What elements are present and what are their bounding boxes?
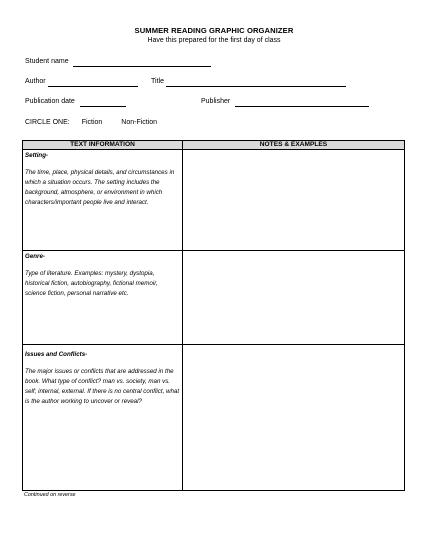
author-blank[interactable] xyxy=(48,78,138,87)
genre-title: Genre- xyxy=(25,253,45,260)
title-row xyxy=(151,77,346,87)
publisher-label: Publisher xyxy=(201,98,231,105)
student-name-row xyxy=(25,57,211,67)
nonfiction-option[interactable]: Non-Fiction xyxy=(121,119,158,126)
table-row xyxy=(23,150,405,251)
table-header-row xyxy=(23,141,405,150)
genre-notes-cell[interactable] xyxy=(183,251,405,345)
student-name-blank[interactable] xyxy=(73,58,211,67)
circle-one-label: CIRCLE ONE: xyxy=(25,119,70,126)
table-row xyxy=(23,251,405,345)
genre-description: Type of literature. Examples: mystery, dystopia, historical fiction, autobiography, fictional memoir, science fiction, personal narrative etc. xyxy=(25,270,158,297)
issues-notes-cell[interactable] xyxy=(183,345,405,491)
author-label: Author xyxy=(25,78,46,85)
genre-info-cell xyxy=(23,251,183,345)
publication-date-label: Publication date xyxy=(25,98,75,105)
column-header-notes-examples: NOTES & EXAMPLES xyxy=(183,141,405,150)
circle-one-row xyxy=(25,118,157,128)
fiction-option[interactable]: Fiction xyxy=(81,119,103,126)
publisher-row xyxy=(201,97,369,107)
issues-description: The major issues or conflicts that are addressed in the book. What type of conflict? man vs. society, man vs. self; internal, external. If there is no central conflict, what is the author working to uncover or reveal? xyxy=(25,368,180,405)
student-name-label: Student name xyxy=(25,58,69,65)
continued-note: Continued on reverse xyxy=(24,492,76,498)
worksheet-subtitle: Have this prepared for the first day of class xyxy=(147,37,281,44)
column-header-text-information: TEXT INFORMATION xyxy=(23,141,183,150)
author-row xyxy=(25,77,138,87)
worksheet-title: SUMMER READING GRAPHIC ORGANIZER xyxy=(134,26,294,35)
publication-date-blank[interactable] xyxy=(80,98,126,107)
setting-info-cell xyxy=(23,150,183,251)
worksheet-header xyxy=(0,26,428,46)
setting-notes-cell[interactable] xyxy=(183,150,405,251)
issues-info-cell xyxy=(23,345,183,491)
title-label: Title xyxy=(151,78,164,85)
setting-title: Setting- xyxy=(25,152,49,159)
setting-description: The time, place, physical details, and circumstances in which a situation occurs. The setting includes the background, atmosphere, or environment in which characters/important people live and interact. xyxy=(25,169,175,206)
table-row xyxy=(23,345,405,491)
publisher-blank[interactable] xyxy=(235,98,369,107)
title-blank[interactable] xyxy=(166,78,346,87)
publication-date-row xyxy=(25,97,126,107)
issues-title: Issues and Conflicts- xyxy=(25,351,88,358)
graphic-organizer-table xyxy=(22,140,405,491)
